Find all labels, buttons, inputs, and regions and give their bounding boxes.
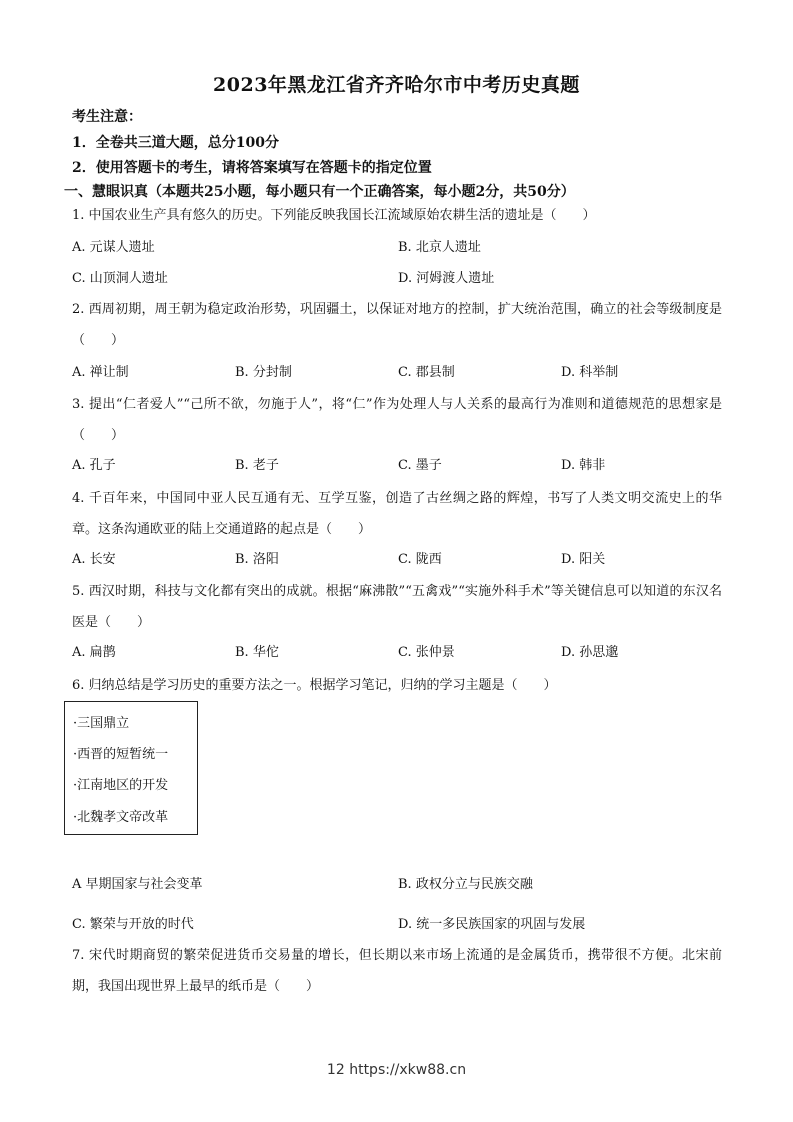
page-footer [0, 1062, 793, 1078]
question-2-option-d: D. 科举制 [561, 365, 619, 380]
footer-url[interactable]: https://xkw88.cn [349, 1062, 467, 1078]
question-5-option-b: B. 华佗 [235, 645, 279, 660]
question-2-option-c: C. 郡县制 [398, 365, 455, 380]
page-title: 2023年黑龙江省齐齐哈尔市中考历史真题 [213, 74, 580, 96]
question-6-option-b: B. 政权分立与民族交融 [398, 877, 533, 892]
question-4-option-d: D. 阳关 [561, 552, 606, 567]
notice-item-1: 1．全卷共三道大题，总分100分 [72, 135, 279, 151]
question-1-option-c: C. 山顶洞人遗址 [72, 271, 168, 286]
question-1-option-b: B. 北京人遗址 [398, 240, 481, 255]
question-3-stem: 3. 提出“仁者爱人”“己所不欲，勿施于人”，将“仁”作为处理人与人关系的最高行为准则和道德规范的思想家是（ ） [72, 397, 722, 443]
study-note-2: ·西晋的短暂统一 [73, 747, 169, 762]
question-3-option-d: D. 韩非 [561, 458, 606, 473]
question-7-stem: 7. 宋代时期商贸的繁荣促进货币交易量的增长，但长期以来市场上流通的是金属货币，携带很不方便。北宋前期，我国出现世界上最早的纸币是（ ） [72, 948, 722, 994]
question-4-option-b: B. 洛阳 [235, 552, 279, 567]
question-5-option-d: D. 孙思邈 [561, 645, 619, 660]
question-6-stem: 6. 归纳总结是学习历史的重要方法之一。根据学习笔记，归纳的学习主题是（ ） [72, 678, 557, 693]
page-number: 12 [326, 1062, 345, 1078]
study-notes-box [64, 701, 198, 835]
question-6-option-d: D. 统一多民族国家的巩固与发展 [398, 917, 586, 932]
question-5-stem: 5. 西汉时期，科技与文化都有突出的成就。根据“麻沸散”“五禽戏”“实施外科手术”等关键信息可以知道的东汉名医是（ ） [72, 584, 722, 630]
question-5-option-c: C. 张仲景 [398, 645, 455, 660]
question-1-option-a: A. 元谋人遗址 [72, 240, 155, 255]
question-4-option-a: A. 长安 [72, 552, 116, 567]
notice-item-2: 2．使用答题卡的考生，请将答案填写在答题卡的指定位置 [72, 160, 432, 176]
question-3-option-a: A. 孔子 [72, 458, 116, 473]
question-1-option-d: D. 河姆渡人遗址 [398, 271, 495, 286]
notice-heading: 考生注意： [72, 109, 142, 125]
section-heading: 一、慧眼识真（本题共25小题，每小题只有一个正确答案，每小题2分，共50分） [64, 184, 575, 200]
study-note-4: ·北魏孝文帝改革 [73, 810, 169, 825]
question-4-stem: 4. 千百年来，中国同中亚人民互通有无、互学互鉴，创造了古丝绸之路的辉煌，书写了人类文明交流史上的华章。这条沟通欧亚的陆上交通道路的起点是（ ） [72, 491, 722, 537]
question-5-option-a: A. 扁鹊 [72, 645, 116, 660]
question-1-stem: 1. 中国农业生产具有悠久的历史。下列能反映我国长江流域原始农耕生活的遗址是（ ） [72, 208, 596, 223]
question-3-option-b: B. 老子 [235, 458, 279, 473]
study-note-1: ·三国鼎立 [73, 716, 130, 731]
question-6-option-c: C. 繁荣与开放的时代 [72, 917, 194, 932]
question-2-stem: 2. 西周初期，周王朝为稳定政治形势，巩固疆土，以保证对地方的控制，扩大统治范围，确立的社会等级制度是（ ） [72, 302, 722, 348]
question-6-option-a: A 早期国家与社会变革 [72, 877, 203, 892]
study-note-3: ·江南地区的开发 [73, 778, 169, 793]
question-2-option-b: B. 分封制 [235, 365, 292, 380]
question-3-option-c: C. 墨子 [398, 458, 442, 473]
question-2-option-a: A. 禅让制 [72, 365, 129, 380]
question-4-option-c: C. 陇西 [398, 552, 442, 567]
